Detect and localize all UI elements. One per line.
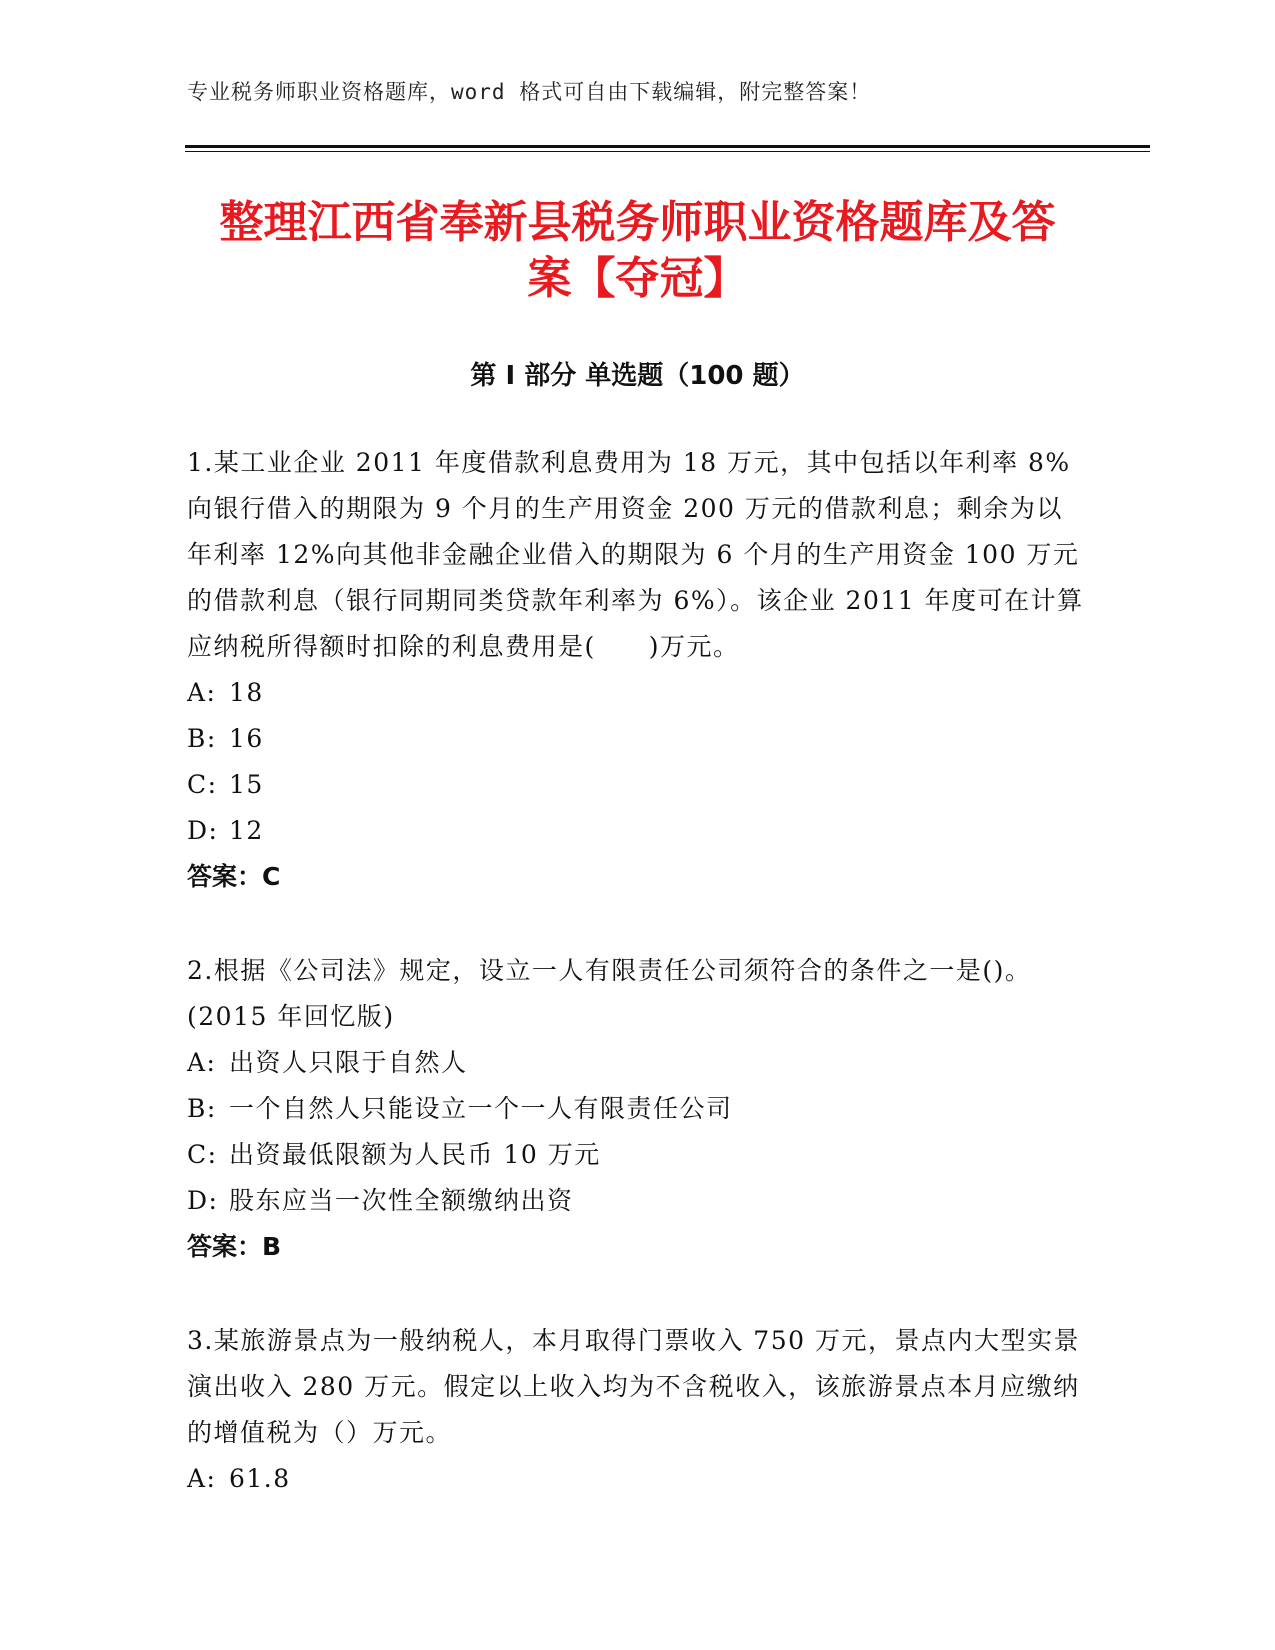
option-text: 一个自然人只能设立一个一人有限责任公司 — [229, 1094, 733, 1123]
option-d — [187, 808, 1087, 854]
option-key: A: — [187, 1464, 217, 1493]
option-text: 18 — [229, 678, 264, 707]
option-text: 出资最低限额为人民币 10 万元 — [229, 1140, 601, 1169]
option-a — [187, 1040, 1087, 1086]
section-title: 第 I 部分 单选题（100 题） — [470, 361, 805, 391]
option-text: 12 — [229, 816, 264, 845]
document-title-line2: 案【夺冠】 — [527, 253, 748, 304]
question-3 — [187, 1318, 1087, 1502]
option-text: 61.8 — [229, 1464, 291, 1493]
option-key: D: — [187, 816, 219, 845]
header-note: 专业税务师职业资格题库，word 格式可自由下载编辑，附完整答案！ — [187, 80, 872, 104]
option-b — [187, 1086, 1087, 1132]
option-c — [187, 1132, 1087, 1178]
option-d — [187, 1178, 1087, 1224]
answer: 答案：C — [187, 862, 281, 891]
document-title-line1: 整理江西省奉新县税务师职业资格题库及答 — [219, 197, 1056, 248]
option-c — [187, 762, 1087, 808]
option-text: 15 — [229, 770, 264, 799]
question-text: 2.根据《公司法》规定，设立一人有限责任公司须符合的条件之一是()。(2015 年回忆版) — [187, 956, 1032, 1031]
question-text: 3.某旅游景点为一般纳税人，本月取得门票收入 750 万元，景点内大型实景演出收入 280 万元。假定以上收入均为不含税收入，该旅游景点本月应缴纳的增值税为（）万元。 — [187, 1326, 1080, 1447]
option-key: B: — [187, 724, 217, 753]
question-2 — [187, 948, 1087, 1270]
option-a — [187, 1456, 1087, 1502]
question-1 — [187, 440, 1087, 900]
option-text: 出资人只限于自然人 — [229, 1048, 468, 1077]
option-key: A: — [187, 1048, 217, 1077]
document-title — [150, 195, 1125, 307]
option-key: A: — [187, 678, 217, 707]
option-b — [187, 716, 1087, 762]
question-list — [187, 440, 1087, 1550]
option-key: C: — [187, 770, 218, 799]
option-key: B: — [187, 1094, 217, 1123]
option-key: C: — [187, 1140, 218, 1169]
answer: 答案：B — [187, 1232, 282, 1261]
header-rule-thick — [185, 145, 1150, 148]
option-text: 股东应当一次性全额缴纳出资 — [229, 1186, 574, 1215]
option-text: 16 — [229, 724, 264, 753]
option-a — [187, 670, 1087, 716]
question-text: 1.某工业企业 2011 年度借款利息费用为 18 万元，其中包括以年利率 8%向银行借入的期限为 9 个月的生产用资金 200 万元的借款利息；剩余为以年利率 12%向其他非金融企业借入的期限为 6 个月的生产用资金 100 万元的借款利息（银行同期同类贷款年利率为 6%）。该企业 2011 年度可在计算应纳税所得额时扣除的利息费用是( )万元。 — [187, 448, 1084, 661]
option-key: D: — [187, 1186, 219, 1215]
header-rule-thin — [185, 151, 1150, 152]
